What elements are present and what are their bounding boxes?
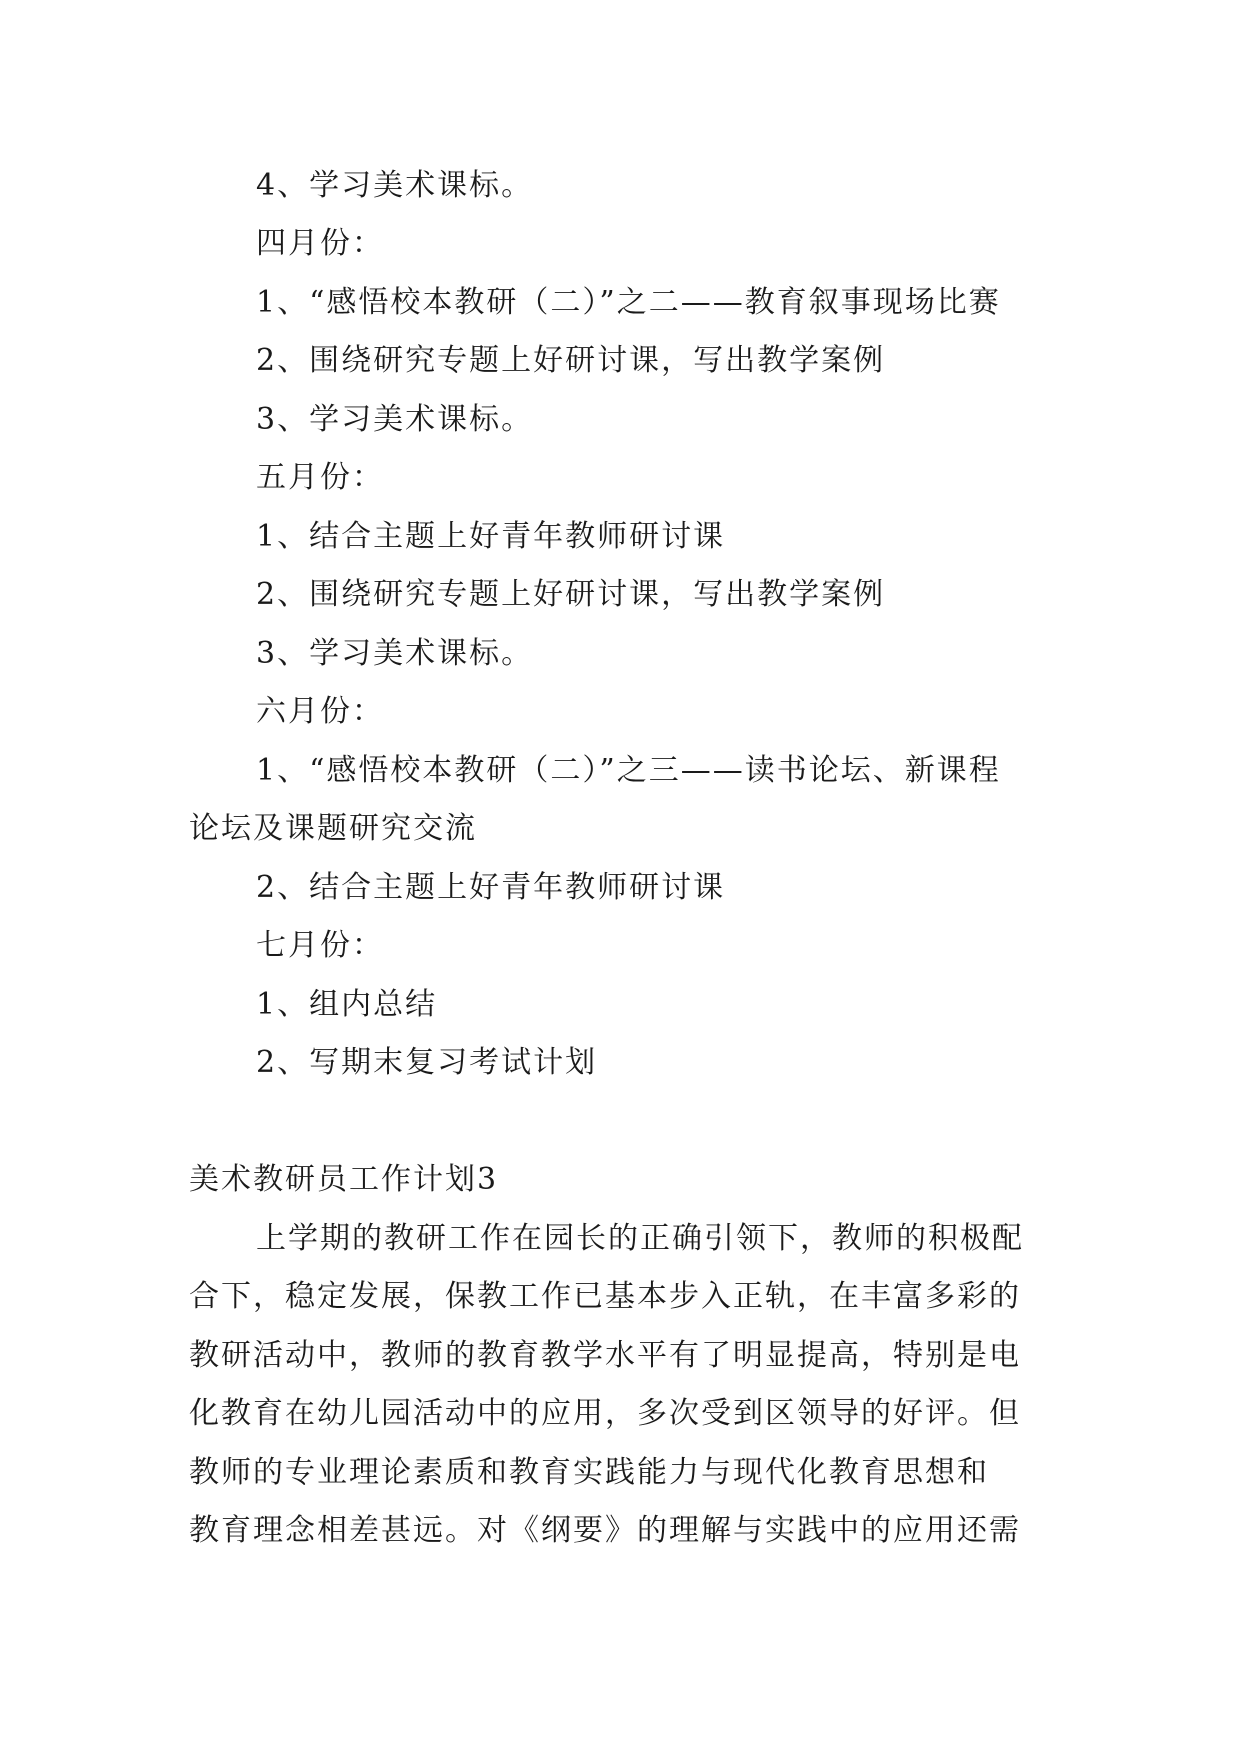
month-heading-july: 七月份： <box>256 928 384 963</box>
list-item: 2、围绕研究专题上好研讨课，写出教学案例 <box>256 343 886 378</box>
section-title: 美术教研员工作计划3 <box>189 1162 499 1197</box>
month-heading-june: 六月份： <box>256 694 384 729</box>
list-item: 1、“感悟校本教研（二）”之二——教育叙事现场比赛 <box>256 285 1001 320</box>
paragraph-line: 合下，稳定发展，保教工作已基本步入正轨，在丰富多彩的 <box>189 1279 1021 1314</box>
paragraph-line: 化教育在幼儿园活动中的应用，多次受到区领导的好评。但 <box>189 1396 1021 1431</box>
paragraph-line: 教研活动中，教师的教育教学水平有了明显提高，特别是电 <box>189 1338 1021 1373</box>
list-item: 2、写期末复习考试计划 <box>256 1045 598 1080</box>
list-item: 2、围绕研究专题上好研讨课，写出教学案例 <box>256 577 886 612</box>
list-item: 1、结合主题上好青年教师研讨课 <box>256 519 726 554</box>
paragraph-line: 教师的专业理论素质和教育实践能力与现代化教育思想和 <box>189 1455 989 1490</box>
list-item: 3、学习美术课标。 <box>256 402 534 437</box>
month-heading-april: 四月份： <box>256 226 384 261</box>
paragraph-line: 上学期的教研工作在园长的正确引领下，教师的积极配 <box>256 1221 1024 1256</box>
list-item: 2、结合主题上好青年教师研讨课 <box>256 870 726 905</box>
list-item-continuation: 论坛及课题研究交流 <box>189 811 477 846</box>
paragraph-line: 教育理念相差甚远。对《纲要》的理解与实践中的应用还需 <box>189 1513 1021 1548</box>
list-item: 1、“感悟校本教研（二）”之三——读书论坛、新课程 <box>256 753 1001 788</box>
month-heading-may: 五月份： <box>256 460 384 495</box>
list-item: 1、组内总结 <box>256 987 438 1022</box>
list-item: 4、学习美术课标。 <box>256 168 534 203</box>
list-item: 3、学习美术课标。 <box>256 636 534 671</box>
